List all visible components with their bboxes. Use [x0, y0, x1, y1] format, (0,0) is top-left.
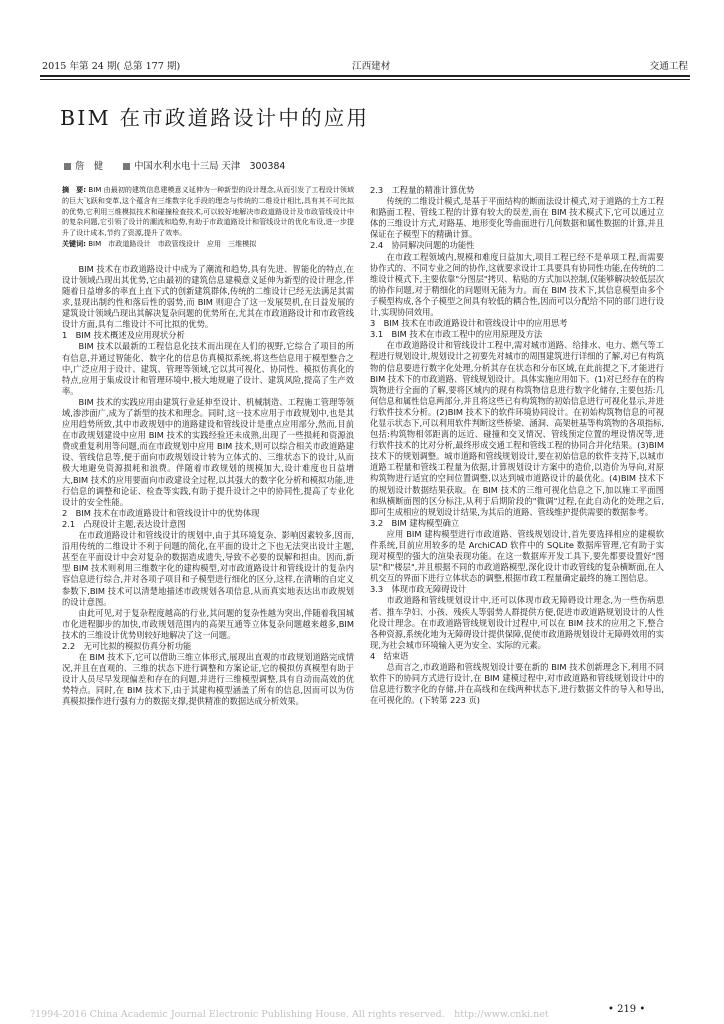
header-rule — [40, 75, 690, 77]
subsection-heading: 3.2 BIM 建构模型确立 — [370, 517, 460, 528]
abstract-text: BIM 由最初的建筑信息建模意义延伸为一种新型的设计理念,从而引发了工程设计领域的巨大飞跃和变革,这个蕴含有三维数字化手段的理念与传统的二维设计相比,具有其不可比拟的优势,它利用三维模拟技术和碰撞检查技术,可以较好地解决市政道路设计及市政管线设计中的复杂问题,它引领了设计的潮流和趋势,有助于市政道路设计和管线设计的优化布设,进一步提升了设计成本,节约了资源,提升了效率。 — [62, 185, 354, 238]
section-label: 交通工程 — [649, 61, 688, 72]
page-number: • 219 • — [608, 1004, 646, 1015]
keywords — [62, 239, 354, 250]
paragraph: BIM 技术以最新的工程信息化技术而出现在人们的视野,它综合了项目的所有信息,并通过智能化、数字化的信息仿真模拟系统,将这些信息用于模型整合之中,广泛应用于设计、建筑、管理等领域,它以其可视化、协同性、模拟仿真化的特点,应用于集成设计和管理环境中,极大地规避了设计、建筑风险,提高了生产效率。 — [62, 341, 354, 396]
paragraph: 在市政道路设计和管线设计工程中,需对城市道路、给排水、电力、燃气等工程进行规划设计,规划设计之初要先对城市的周围建筑进行详细的了解,对已有构筑物的信息要进行数字化处理,分析其存在状态和分布区域,在此前提之下,才能进行 BIM 技术下的市政道路、管线规划设计。具体实施应用如下。(1)对已经存在的构筑物进行全面的了解,要将区域内的现有构筑物信息进行数字化储存,主要包括:几何信息和属性信息两部分,并且将这些已有构筑物的初始信息进行可视化显示,并进行软件技术分析。(2)BIM 技术下的软件环境协同设计。在初始构筑物信息的可视化显示状态下,可以利用软件判断这些桥梁、涵洞、高架桩基等构筑物的各项指标,包括:构筑物相邻距离的远近、碰撞和交叉情况、管线预定位置的埋设情况等,进行软件技术的比对分析,最终形成交通工程和管线工程的协同合并化结果。(3)BIM 技术下的规划调整。城市道路和管线规划设计,要在初始信息的软件支持下,以城市道路工程量和管线工程量为依据,计算规划设计方案中的造价,以造价为导向,对原构筑物进行适宜的空间位置调整,以达到城市道路设计的最优化。(4)BIM 技术下的规划设计数据结果获取。在 BIM 技术的三维可视化信息之下,加以施工平面图和纵横断面图的区分标注,从利于后期阶段的"微调"过程,在此自动化的处理之后,即可生成相应的规划设计结果,为其后的道路、管线维护提供需要的数据参考。 — [370, 340, 664, 517]
right-column — [370, 185, 664, 706]
issue-label: 2015 年第 24 期( 总第 177 期) — [42, 61, 181, 72]
article-title: BIM 在市政道路设计中的应用 — [60, 106, 370, 130]
paragraph: 由此可见,对于复杂程度越高的行业,其问题的复杂性越为突出,伴随着我国城市化进程脚步的加快,市政规划范围内的高架互通等立体复杂问题越来越多,BIM 技术的三维设计优势则较好地解决了这一问题。 — [62, 607, 354, 640]
keywords-text: BIM 市政道路设计 市政管线设计 应用 三维模拟 — [88, 238, 257, 248]
paragraph: 传统的二维设计模式,是基于平面结构的断面法设计模式,对于道路的土方工程和路面工程、管线工程的计算有较大的误差,而在 BIM 技术模式下,它可以通过立体的三维设计方式,对路基、地形变化等曲面进行几何数据和属性数据的计算,并且保证在子模型下的精确计算。 — [370, 196, 664, 240]
section-heading: 4 结束语 — [370, 650, 409, 661]
paragraph: 市政道路和管线规划设计中,还可以体现市政无障碍设计理念,为一些伤病患者、推车孕妇、小孩、残疾人等弱势人群提供方便,促进市政道路规划设计的人性化设计理念。在市政道路管线规划设计过程中,可以在 BIM 技术的应用之下,整合各种资源,系统化地为无障碍设计提供保障,促使市政道路规划设计无障碍效用的实现,为社会城市环境输入更为安全、实际的元素。 — [370, 595, 664, 650]
paragraph: BIM 技术的实践应用由建筑行业延伸至设计、机械制造、工程施工管理等领域,渗涉面广,成为了新型的技术和理念。同时,这一技术应用于市政规划中,也是其应用趋势所致,其中市政规划中的道路建设和管线设计是重点应用部分,然而,目前在市政规划建设中应用 BIM 技术的实践经验还未成熟,出现了一些损耗和资源浪费或重复利用等问题,而在市政规划中应用 BIM 技术,则可以综合相关市政道路建设、管线信息等,便于面向市政规划设计转为立体式的、三维状态下的设计,从而极大地避免资源损耗和浪费。伴随着市政规划的规模加大,设计难度也日益增大,BIM 技术的应用要面向市政建设全过程,以其强大的数字化分析和模拟功能,进行信息的调整和论证、检查等实践,有助于提升设计之中的协同性,提高了专业化设计的安全性能。 — [62, 396, 354, 507]
paragraph: 总而言之,市政道路和管线规划设计要在新的 BIM 技术创新理念下,利用不同软件下的协同方式进行设计,在 BIM 建模过程中,对市政道路和管线规划设计中的信息进行数字化的存储,并在高线和在线两种状态下,进行数据文件的导入和导出,在可视化的。(下转第 223 页) — [370, 662, 664, 706]
paragraph: 在市政工程领域内,规模和难度日益加大,项目工程已经不是单项工程,而需要协作式的、不同专业之间的协作,这就要求设计工具要具有协同性功能,在传统的二维设计模式下,主要依靠"分图层"拷贝、粘贴的方式加以控制,仅能够解决较低层次的协作问题,对于精细化的问题则无能为力。而在 BIM 技术下,其信息模型由多个子模型构成,各个子模型之间具有较低的耦合性,因而可以分配给不同的部门进行设计,实现协同效用。 — [370, 251, 664, 318]
author-affiliation: 中国水利水电十三局 天津 300384 — [134, 161, 286, 172]
subsection-heading: 2.3 工程量的精准计算优势 — [370, 185, 475, 195]
paragraph: 在市政道路设计和管线设计的规划中,由于其环境复杂、影响因素较多,因而,沿用传统的二维设计不利于问题的简化,在平面的设计之下也无法突出设计主题,甚至在平面设计中会对复杂的数据造成遗失,导致不必要的误解和担由。因而,新型 BIM 技术则利用三维数字化的建构模型,对市政道路设计和管线设计的复杂内容信息进行综合,并对各项子项目和子模型进行细化的区分,这样,在清晰的自定义参数下,BIM 技术可以清楚地描述市政规划各项信息,从而真实地表达出市政规划的设计意图。 — [62, 530, 354, 607]
header-rule-thin — [40, 79, 690, 80]
section-heading: 2 BIM 技术在市政道路设计和管线设计中的优势体现 — [62, 507, 260, 518]
paragraph: 应用 BIM 建构模型进行市政道路、管线规划设计,首先要选择相应的建模软件系统,目前应用较多的是 ArchiCAD 软件中的 SQLite 数据库管理,它有助于实现对模型的强大的渲染表现功能。在这一数据库开发工具下,要先都要设置好"图层"和"楼层",并且根据不同的市政道路模型,深化设计市政管线的复杂横断面,在人机交互的界面下进行立体状态的调整,根据市政工程量确定最终的施工图信息。 — [370, 528, 664, 584]
subsection-heading: 2.2 无可比拟的模拟仿真分析功能 — [62, 640, 192, 651]
author-line — [64, 158, 285, 172]
subsection-heading: 2.1 凸现设计主题,表达设计意图 — [62, 518, 186, 529]
affiliation-bullet-icon — [123, 163, 130, 170]
subsection-heading: 3.1 BIM 技术在市政工程中的应用原理及方法 — [370, 329, 543, 340]
journal-name: 江西建材 — [352, 61, 391, 72]
subsection-heading: 2.4 协同解决问题的功能性 — [370, 240, 475, 251]
running-header — [42, 58, 688, 72]
section-heading: 1 BIM 技术概述及应用现状分析 — [62, 330, 185, 341]
keywords-label: 关键词: — [62, 238, 86, 248]
abstract — [62, 185, 354, 239]
author-bullet-icon — [64, 163, 71, 170]
paragraph: 在 BIM 技术下,它可以借助三维立体形式,展现出直观的市政规划道路完成情况,并且在直观的、三维的状态下进行调整和方案论证,它的模拟仿真模型有助于设计人员尽早发现偏差和存在的问题,并进行三维模型调整,具有自动而高效的优势特点。同时,在 BIM 技术下,由于其建构模型涵盖了所有的信息,因而可以为仿真模拟操作进行强有力的数据支撑,提供精准的数据达成分析效果。 — [62, 652, 354, 707]
copyright-footer: ?1994-2016 China Academic Journal Electronic Publishing House. All rights reserved. http://www.cnki.net — [30, 1009, 549, 1020]
abstract-label: 摘 要: — [62, 185, 87, 194]
paragraph: BIM 技术在市政道路设计中成为了潮流和趋势,具有先进、智能化的特点,在设计领域凸现出其优势,它由最初的建筑信息建模意义延伸为新型的设计理念,伴随着日益增多的率直上直下式的创新建筑群体,传统的二维设计已经无法满足其需求,显现出制约性和落后性的弱势,而 BIM 则迎合了这一发展契机,在日益发展的建筑设计领域凸现出其解决复杂问题的优势所在,尤其在市政道路设计和市政管线设计方面,具有二维设计不可比拟的优势。 — [62, 263, 354, 330]
left-column — [62, 185, 354, 708]
author-name: 詹 健 — [75, 161, 104, 172]
subsection-heading: 3.3 体现市政无障碍设计 — [370, 584, 467, 595]
section-heading: 3 BIM 技术在市政道路设计和管线设计中的应用思考 — [370, 318, 568, 329]
